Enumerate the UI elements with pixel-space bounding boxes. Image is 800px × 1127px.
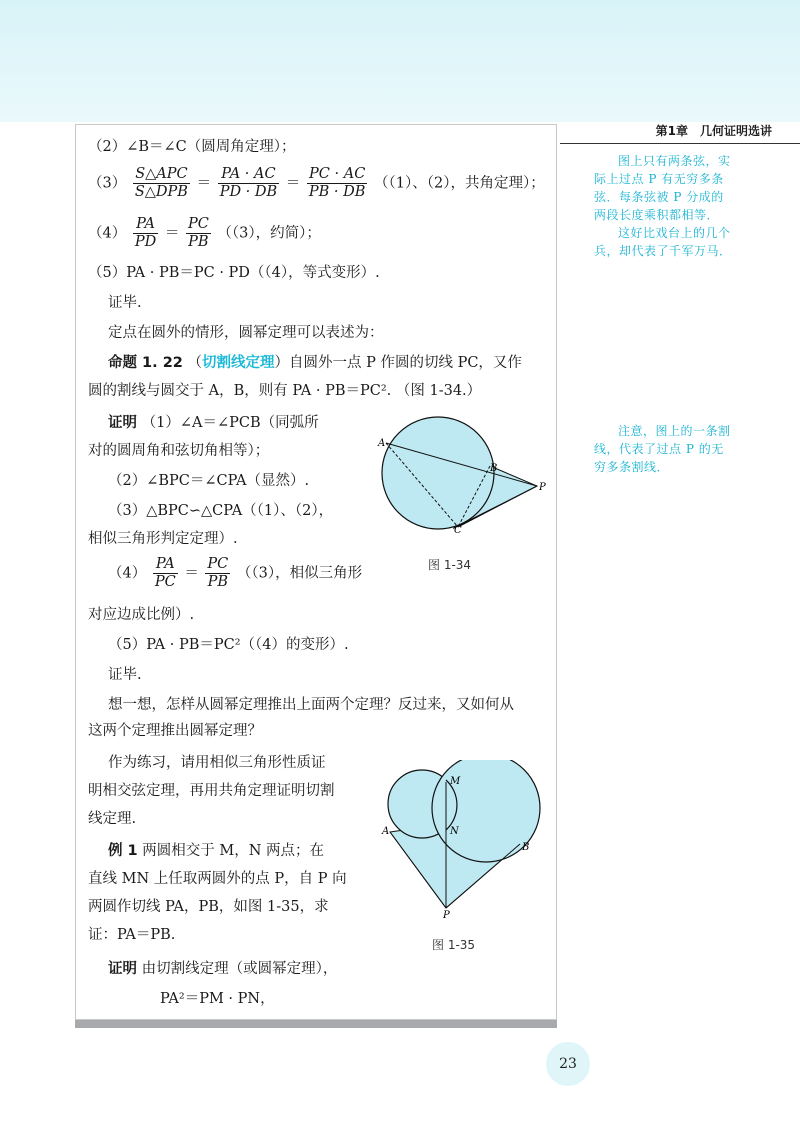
fraction-den: PD [134,234,157,250]
fraction [186,216,211,251]
proof-step-2: （2）∠B＝∠C（圆周角定理）； [88,139,296,155]
paragraph-line: 定点在圆外的情形，圆幂定理可以表述为： [108,325,384,341]
proof-step-5: （5）PA · PB＝PC · PD（（4），等式变形）. [88,265,380,281]
side-margin [558,122,800,1127]
label-c: C [454,525,462,536]
equals: ＝ [285,175,301,192]
label-a: A [378,438,386,449]
theorem-name: 切割线定理 [201,355,275,371]
label-p: P [539,482,546,493]
note-paragraph: 注意，图上的一条割线，代表了过点 P 的无穷多条割线． [594,424,731,474]
note-paragraph: 图上只有两条弦，实际上过点 P 有无穷多条弦．每条弦被 P 分成的两段长度乘积都相等． [594,154,731,222]
paren: ） [274,355,289,371]
circle [382,417,494,529]
proof-step-4 [88,216,321,251]
fraction-den: PB [188,234,209,250]
label-a: A [382,826,390,837]
paragraph-line: （3）△BPC∽△CPA（（1）、（2）， [108,503,334,519]
fraction-num: PC [207,556,229,572]
step-reason: （（3），约简）； [217,225,321,242]
chapter-header: 第1章 几何证明选讲 [560,122,800,144]
proposition-text: 自圆外一点 P 作圆的切线 PC，又作 [288,355,522,371]
fraction-num: PA [133,216,158,234]
step-prefix: （3） [88,175,127,192]
proof-text: （1）∠A＝∠PCB（同弧所 [141,415,319,431]
paragraph-line: 两圆作切线 PA，PB，如图 1-35，求 [88,899,329,915]
side-note-2 [594,422,734,476]
equals: ＝ [164,225,180,242]
note-paragraph: 这好比戏台上的几个兵，却代表了千军万马． [594,226,732,258]
fraction-den: PB [207,574,229,590]
proof-step-3 [88,166,545,201]
fraction-den: PD · DB [219,184,278,200]
qed: 证毕. [108,667,142,683]
paragraph-line: 线定理. [88,811,137,827]
fraction-den: PB · DB [308,184,366,200]
proof-start [108,412,319,434]
paragraph-line: 圆的割线与圆交于 A，B，则有 PA · PB＝PC². （图 1-34.） [88,383,482,399]
fraction-num: PC · AC [307,166,368,184]
page-number: 23 [546,1042,590,1086]
figure-caption: 图 1-35 [432,938,476,952]
fraction-num: PA · AC [218,166,280,184]
paragraph-line: 相似三角形判定定理）. [88,531,238,547]
step-prefix: （4） [108,565,147,582]
main-bottom-bar [75,1020,557,1028]
proof-label: 证明 [108,415,137,431]
fraction [133,166,190,201]
step-reason: （（3），相似三角形 [236,565,363,582]
equals: ＝ [196,175,212,192]
proof-text: 由切割线定理（或圆幂定理）， [141,961,338,977]
formula-line: PA²＝PM · PN， [160,991,275,1007]
label-p: P [443,910,450,920]
paragraph-line: 直线 MN 上任取两圆外的点 P，自 P 向 [88,871,347,887]
proof-start [108,958,337,980]
figure-caption: 图 1-34 [428,558,472,572]
fraction [307,166,368,201]
fraction-num: PA [153,556,178,574]
proof-label: 证明 [108,961,137,977]
figure-1-35 [380,760,550,920]
step-reason: （（1）、（2），共角定理）； [374,175,545,192]
example-text: 两圆相交于 M，N 两点；在 [142,843,325,859]
label-b: B [490,463,498,474]
step-prefix: （4） [88,225,127,242]
proposition-label: 命题 1. 22 [108,355,183,371]
proof-step-4b [108,556,362,591]
label-n: N [450,826,459,837]
paragraph-line: 对的圆周角和弦切角相等）； [88,443,270,459]
example-label: 例 1 [108,843,138,859]
qed: 证毕. [108,295,142,311]
fraction [133,216,158,251]
paragraph-line: （5）PA · PB＝PC²（（4）的变形）. [108,637,349,653]
label-b: B [522,842,530,853]
example-1 [108,840,324,862]
paragraph-line: 这两个定理推出圆幂定理？ [88,723,262,739]
fraction-den: S△DPB [134,184,188,200]
label-m: M [450,776,461,787]
paragraph-line: （2）∠BPC＝∠CPA（显然）. [108,473,310,489]
fraction-num: S△APC [133,166,190,184]
fraction-den: PC [154,574,176,590]
figure-1-34 [372,410,552,538]
fraction-num: PC [187,216,209,232]
fraction [153,556,178,591]
proposition-1-22 [108,352,522,374]
paragraph-line: 明相交弦定理，再用共角定理证明切割 [88,783,335,799]
paragraph-line: 证：PA＝PB. [88,927,176,943]
paren: （ [187,355,202,371]
paragraph-line: 对应边成比例）. [88,607,195,623]
equals: ＝ [184,565,199,582]
top-band [0,0,800,122]
fraction [218,166,280,201]
paragraph-line: 作为练习，请用相似三角形性质证 [108,755,326,771]
paragraph-line: 想一想，怎样从圆幂定理推出上面两个定理？反过来，又如何从 [108,697,514,713]
side-note-1 [594,152,734,260]
fraction [205,556,230,591]
